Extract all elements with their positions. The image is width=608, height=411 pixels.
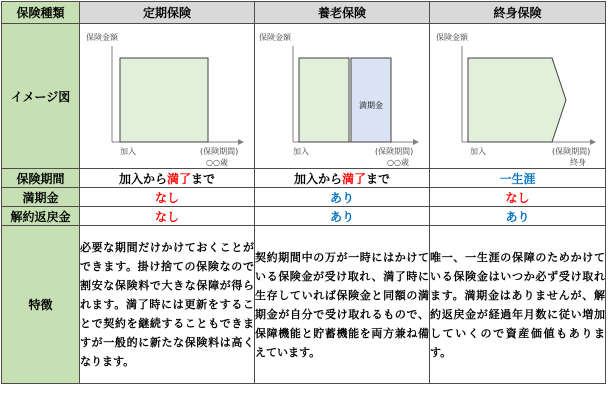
whole-life-maturity-value: なし — [430, 188, 606, 207]
endowment-period-value — [255, 169, 430, 188]
whole-life-y-axis-label: 保険金額 — [436, 33, 468, 42]
term-x-arrow-icon — [238, 139, 244, 145]
endowment-x-label-period: (保険期間) — [375, 147, 414, 156]
endowment-surrender-value: あり — [255, 207, 430, 226]
header-endowment-insurance: 養老保険 — [255, 2, 430, 24]
endowment-coverage-block — [299, 58, 349, 142]
term-age-label: ○○歳 — [206, 158, 228, 167]
term-period-prefix: 加入から — [118, 171, 167, 186]
endowment-diagram-svg — [255, 24, 429, 168]
term-features-text: 必要な期間だけかけておくことができます。掛け捨ての保険なので割安な保険料で大きな保障が得られます。満了時には更新をすることで契約を継続することもできますが一般的に新たな保険料は高くなります。 — [80, 226, 255, 384]
whole-life-x-label-start: 加入 — [470, 147, 486, 156]
header-insurance-type: 保険種類 — [2, 2, 80, 24]
term-x-label-start: 加入 — [120, 147, 136, 156]
row-label-period: 保険期間 — [2, 169, 80, 188]
term-coverage-block — [120, 58, 208, 142]
term-diagram-svg — [80, 24, 254, 168]
endowment-age-label: ○○歳 — [387, 158, 409, 167]
term-surrender-value: なし — [80, 207, 255, 226]
image-row — [2, 24, 606, 169]
whole-life-insurance-diagram — [430, 24, 606, 169]
header-term-insurance: 定期保険 — [80, 2, 255, 24]
whole-life-x-label-period: (保険期間) — [552, 147, 591, 156]
endowment-x-label-start: 加入 — [293, 147, 309, 156]
row-label-image: イメージ図 — [2, 24, 80, 169]
row-label-surrender: 解約返戻金 — [2, 207, 80, 226]
endowment-maturity-label: 満期金 — [359, 101, 383, 110]
whole-life-features-text: 唯一、一生涯の保障のためかけている保険金はいつか必ず受け取れます。満期金はありませんが、解約返戻金が経過年月数に従い増加していくので資産価値もあります。 — [430, 226, 606, 384]
term-period-suffix: まで — [191, 171, 216, 186]
whole-life-surrender-value: あり — [430, 207, 606, 226]
whole-life-period-value: 一生涯 — [430, 169, 606, 188]
term-maturity-value: なし — [80, 188, 255, 207]
header-row — [2, 2, 606, 24]
endowment-maturity-value: あり — [255, 188, 430, 207]
whole-life-lifetime-label: 終身 — [570, 158, 586, 167]
endowment-period-suffix: まで — [366, 171, 391, 186]
term-y-axis-label: 保険金額 — [86, 33, 118, 42]
period-row — [2, 169, 606, 188]
endowment-maturity-block — [351, 58, 391, 142]
term-period-highlight: 満了 — [166, 171, 191, 186]
surrender-row — [2, 207, 606, 226]
whole-life-coverage-block — [468, 58, 566, 142]
maturity-row — [2, 188, 606, 207]
endowment-features-text: 契約期間中の万が一時にはかけている保険金が受け取れ、満了時に生存していれば保険金と同額の満期金が自分で受け取れるもので、保障機能と貯蓄機能を両方兼ね備えています。 — [255, 226, 430, 384]
endowment-period-highlight: 満了 — [341, 171, 366, 186]
row-label-features: 特徴 — [2, 226, 80, 384]
insurance-comparison-table-container — [1, 1, 606, 384]
insurance-comparison-table — [1, 1, 606, 384]
term-period-value — [80, 169, 255, 188]
endowment-period-prefix: 加入から — [293, 171, 342, 186]
features-row — [2, 226, 606, 384]
endowment-x-arrow-icon — [413, 139, 419, 145]
endowment-y-axis-label: 保険金額 — [259, 33, 291, 42]
whole-life-diagram-svg — [430, 24, 605, 168]
header-whole-life-insurance: 終身保険 — [430, 2, 606, 24]
term-insurance-diagram — [80, 24, 255, 169]
row-label-maturity: 満期金 — [2, 188, 80, 207]
whole-life-x-arrow-icon — [590, 139, 596, 145]
endowment-insurance-diagram — [255, 24, 430, 169]
term-x-label-period: (保険期間) — [200, 147, 239, 156]
